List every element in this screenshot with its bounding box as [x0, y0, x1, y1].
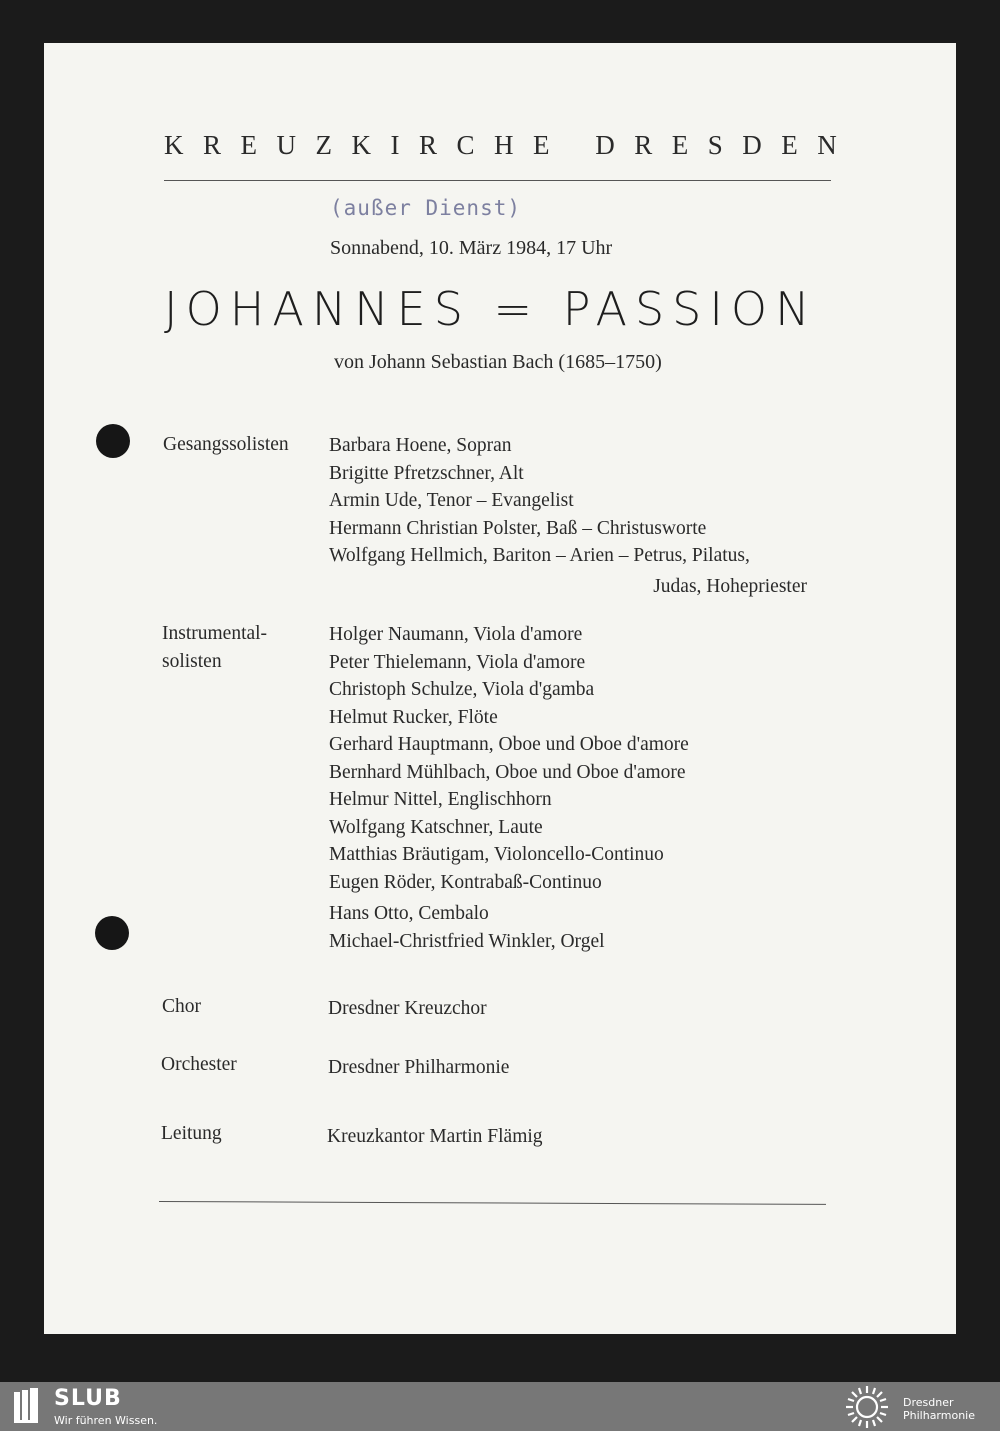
slub-logo-icon	[12, 1386, 42, 1426]
label-orchester: Orchester	[161, 1054, 237, 1075]
dresdner-philharmonie-name	[903, 1396, 975, 1422]
list-item: Helmut Rucker, Flöte	[329, 706, 498, 728]
list-item: Wolfgang Katschner, Laute	[329, 816, 543, 838]
value-orchester: Dresdner Philharmonie	[328, 1057, 510, 1078]
label-leitung: Leitung	[161, 1123, 222, 1144]
value-chor: Dresdner Kreuzchor	[328, 998, 487, 1019]
list-instrumentalsolisten	[329, 621, 689, 955]
label-line: Instrumental-	[162, 623, 268, 644]
value-leitung: Kreuzkantor Martin Flämig	[327, 1126, 543, 1147]
list-item: Bernhard Mühlbach, Oboe und Oboe d'amore	[329, 761, 686, 783]
list-item: Gerhard Hauptmann, Oboe und Oboe d'amore	[329, 734, 689, 755]
dp-line: Philharmonie	[903, 1409, 975, 1422]
slub-tagline: Wir führen Wissen.	[54, 1414, 158, 1427]
list-item: Wolfgang Hellmich, Bariton – Arien – Petrus, Pilatus,	[329, 545, 750, 566]
punch-hole-bottom	[95, 916, 129, 950]
composer-line: von Johann Sebastian Bach (1685–1750)	[334, 351, 662, 373]
label-line: solisten	[162, 651, 222, 672]
label-chor: Chor	[162, 996, 201, 1017]
list-item: Brigitte Pfretzschner, Alt	[329, 462, 524, 484]
label-instrumentalsolisten	[162, 620, 267, 676]
list-item: Peter Thielemann, Viola d'amore	[329, 651, 586, 673]
page-title: JOHANNES = PASSION	[164, 282, 818, 336]
list-item: Holger Naumann, Viola d'amore	[329, 624, 583, 645]
stamp-text: (außer Dienst)	[330, 196, 522, 220]
list-item: Christoph Schulze, Viola d'gamba	[329, 679, 595, 700]
list-item: Eugen Röder, Kontrabaß-Continuo	[329, 871, 602, 893]
list-item: Helmur Nittel, Englischhorn	[329, 789, 552, 810]
punch-hole-top	[96, 424, 130, 458]
concert-date: Sonnabend, 10. März 1984, 17 Uhr	[330, 237, 613, 259]
header-rule	[164, 180, 831, 181]
list-item: Hans Otto, Cembalo	[329, 903, 489, 924]
list-item: Matthias Bräutigam, Violoncello-Continuo	[329, 844, 664, 865]
list-item: Armin Ude, Tenor – Evangelist	[329, 490, 574, 511]
list-item-continuation: Judas, Hohepriester	[653, 575, 807, 597]
list-item: Michael-Christfried Winkler, Orgel	[329, 930, 605, 952]
dresdner-philharmonie-logo-icon	[842, 1384, 892, 1430]
header-title: KREUZKIRCHE DRESDEN	[164, 130, 857, 160]
dp-line: Dresdner	[903, 1396, 954, 1409]
list-item: Hermann Christian Polster, Baß – Christusworte	[329, 517, 707, 539]
list-item: Barbara Hoene, Sopran	[329, 435, 512, 456]
slub-name: SLUB	[54, 1386, 122, 1411]
label-gesangssolisten: Gesangssolisten	[163, 434, 289, 455]
list-gesangssolisten	[329, 432, 807, 600]
